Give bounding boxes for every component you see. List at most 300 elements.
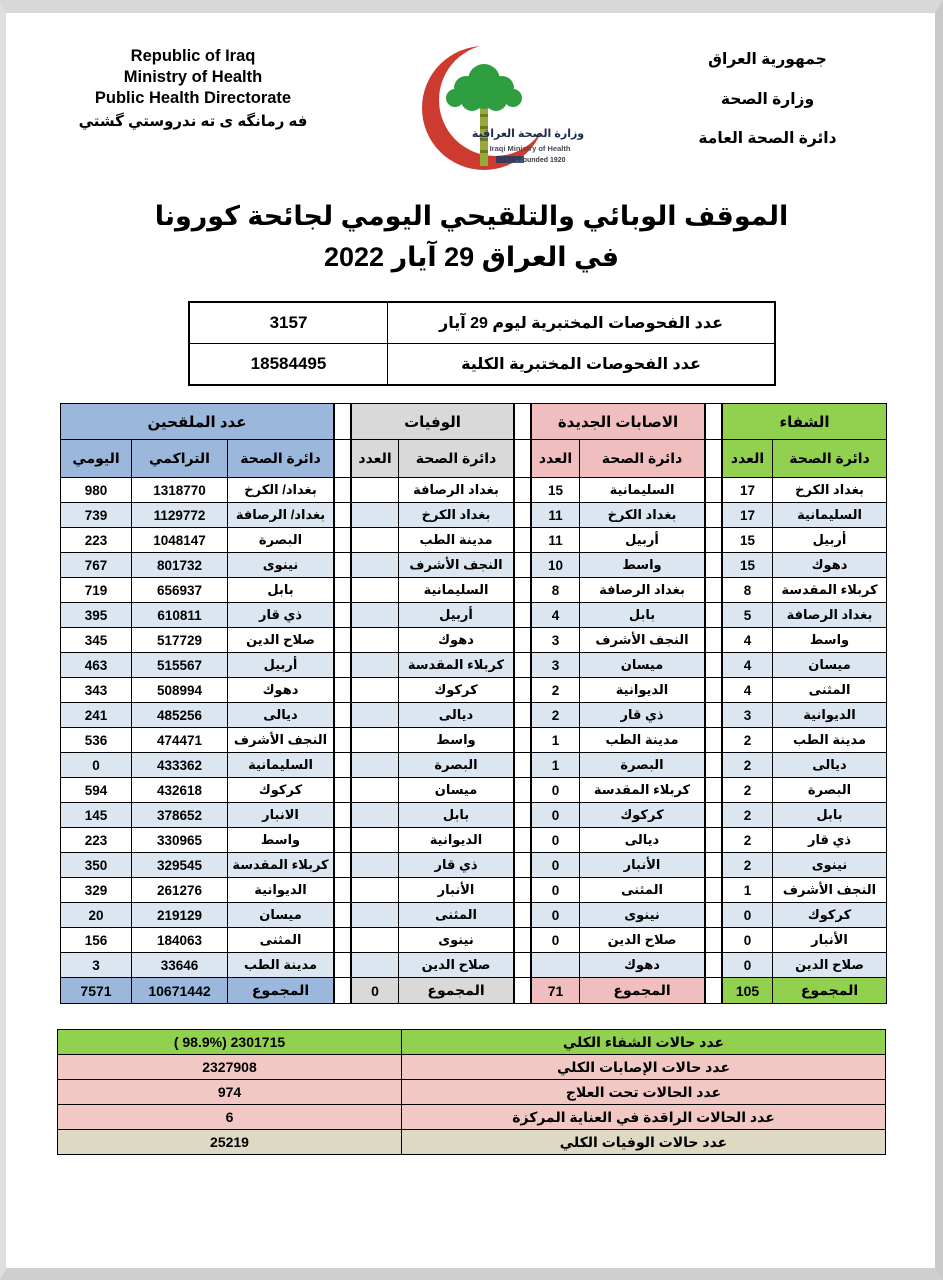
cell-directorate: ديالى	[228, 703, 333, 727]
cell-count: 11	[532, 503, 579, 527]
cell-directorate: بابل	[580, 603, 704, 627]
cell-directorate: السليمانية	[580, 478, 704, 502]
cell-daily: 463	[61, 653, 131, 677]
spacer-cell	[335, 778, 350, 802]
cell-directorate: نينوى	[228, 553, 333, 577]
spacer-cell	[706, 853, 721, 877]
header-english-line: Republic of Iraq	[130, 47, 256, 65]
cell-directorate: ذي قار	[580, 703, 704, 727]
cell-daily: 145	[61, 803, 131, 827]
spacer-cell	[515, 578, 530, 602]
spacer-cell	[706, 503, 721, 527]
spacer-cell	[335, 440, 350, 477]
spacer-cell	[335, 753, 350, 777]
cell-directorate: بغداد/ الرصافة	[228, 503, 333, 527]
cell-directorate: صلاح الدين	[228, 628, 333, 652]
cell-daily: 345	[61, 628, 131, 652]
summary-label-cell: عدد حالات الشفاء الكلي	[402, 1030, 885, 1054]
spacer-cell	[706, 778, 721, 802]
tests-value-cell: 18584495	[190, 344, 387, 384]
cell-directorate: ميسان	[773, 653, 886, 677]
cell-cumulative: 515567	[132, 653, 227, 677]
tests-value-cell: 3157	[190, 303, 387, 343]
cell-daily: 156	[61, 928, 131, 952]
spacer-cell	[515, 603, 530, 627]
cell-daily: 241	[61, 703, 131, 727]
spacer-cell	[335, 903, 350, 927]
cell-count	[352, 703, 398, 727]
spacer-cell	[515, 503, 530, 527]
cell-directorate: المثنى	[399, 903, 513, 927]
cell-directorate: بغداد الكرخ	[580, 503, 704, 527]
spacer-cell	[515, 928, 530, 952]
cell-directorate: النجف الأشرف	[228, 728, 333, 752]
section-recovered	[722, 403, 887, 1004]
summary-value-cell: ( 98.9%) 2301715	[58, 1030, 401, 1054]
cell-count	[352, 678, 398, 702]
cell-directorate: ميسان	[399, 778, 513, 802]
cell-count	[352, 578, 398, 602]
header	[0, 0, 943, 182]
cell-count: 2	[723, 753, 772, 777]
spacer-cell	[706, 478, 721, 502]
cell-cumulative: 329545	[132, 853, 227, 877]
cell-daily: 739	[61, 503, 131, 527]
spacer-cell	[335, 828, 350, 852]
spacer-cell	[335, 404, 350, 439]
cell-directorate: كربلاء المقدسة	[773, 578, 886, 602]
cell-directorate: المثنى	[773, 678, 886, 702]
cell-directorate: دهوك	[399, 628, 513, 652]
cell-count	[352, 778, 398, 802]
spacer-cell	[335, 928, 350, 952]
spacer-cell	[706, 753, 721, 777]
spacer-cell	[515, 878, 530, 902]
cell-count: 2	[723, 728, 772, 752]
cell-count: 1	[723, 878, 772, 902]
cell-directorate: بغداد الكرخ	[399, 503, 513, 527]
cell-count: 15	[723, 528, 772, 552]
cell-count: 0	[532, 928, 579, 952]
cell-directorate: بغداد الرصافة	[580, 578, 704, 602]
gap-column	[514, 403, 531, 1004]
column-header-directorate: دائرة الصحة	[580, 440, 704, 477]
cell-directorate: كركوك	[399, 678, 513, 702]
spacer-cell	[515, 653, 530, 677]
cell-directorate: دهوك	[228, 678, 333, 702]
cell-directorate: ديالى	[399, 703, 513, 727]
spacer-cell	[706, 653, 721, 677]
cell-daily: 343	[61, 678, 131, 702]
total-label: المجموع	[228, 978, 333, 1003]
section-title: الاصابات الجديدة	[532, 404, 704, 439]
cell-count: 1	[532, 753, 579, 777]
cell-daily: 223	[61, 528, 131, 552]
cell-cumulative: 219129	[132, 903, 227, 927]
cell-cumulative: 610811	[132, 603, 227, 627]
cell-directorate: كربلاء المقدسة	[580, 778, 704, 802]
spacer-cell	[335, 978, 350, 1003]
main-statistics-table	[60, 403, 884, 1004]
cell-count: 3	[532, 653, 579, 677]
spacer-cell	[706, 440, 721, 477]
cell-directorate: مدينة الطب	[228, 953, 333, 977]
cell-directorate: بابل	[399, 803, 513, 827]
cell-directorate: بابل	[773, 803, 886, 827]
cell-directorate: كركوك	[580, 803, 704, 827]
cell-daily: 536	[61, 728, 131, 752]
cell-directorate: صلاح الدين	[399, 953, 513, 977]
cell-cumulative: 656937	[132, 578, 227, 602]
cell-count	[352, 853, 398, 877]
spacer-cell	[335, 528, 350, 552]
cell-directorate: البصرة	[580, 753, 704, 777]
cell-count	[352, 953, 398, 977]
column-header-count: العدد	[723, 440, 772, 477]
cell-directorate: الأنبار	[580, 853, 704, 877]
header-arabic-line: وزارة الصحة	[720, 90, 815, 108]
cell-directorate: الأنبار	[399, 878, 513, 902]
logo-founded: Founded 1920	[517, 157, 566, 164]
spacer-cell	[515, 903, 530, 927]
cell-directorate: واسط	[773, 628, 886, 652]
spacer-cell	[706, 578, 721, 602]
cell-directorate: الديوانية	[580, 678, 704, 702]
spacer-cell	[515, 978, 530, 1003]
spacer-cell	[515, 778, 530, 802]
summary-table	[57, 1029, 886, 1155]
cell-directorate: كربلاء المقدسة	[228, 853, 333, 877]
cell-count	[352, 903, 398, 927]
summary-value-cell: 2327908	[58, 1055, 401, 1079]
cell-directorate: البصرة	[773, 778, 886, 802]
gap-column	[334, 403, 351, 1004]
ministry-header-english	[58, 46, 328, 132]
cell-count	[352, 553, 398, 577]
cell-directorate: دهوك	[580, 953, 704, 977]
cell-daily: 980	[61, 478, 131, 502]
cell-cumulative: 1318770	[132, 478, 227, 502]
spacer-cell	[706, 978, 721, 1003]
summary-value-cell: 6	[58, 1105, 401, 1129]
spacer-cell	[706, 528, 721, 552]
spacer-cell	[515, 803, 530, 827]
cell-count: 0	[532, 903, 579, 927]
cell-directorate: أربيل	[580, 528, 704, 552]
spacer-cell	[515, 528, 530, 552]
report-title-line2: في العراق 29 آيار 2022	[323, 241, 620, 272]
spacer-cell	[706, 878, 721, 902]
cell-directorate: ميسان	[228, 903, 333, 927]
cell-cumulative: 1129772	[132, 503, 227, 527]
cell-directorate: ذي قار	[773, 828, 886, 852]
spacer-cell	[335, 653, 350, 677]
cell-directorate: مدينة الطب	[580, 728, 704, 752]
cell-count	[352, 653, 398, 677]
cell-daily: 329	[61, 878, 131, 902]
cell-count: 2	[723, 803, 772, 827]
cell-count: 4	[723, 628, 772, 652]
cell-directorate: البصرة	[228, 528, 333, 552]
column-header-count: العدد	[352, 440, 398, 477]
spacer-cell	[335, 853, 350, 877]
cell-directorate: البصرة	[399, 753, 513, 777]
section-title: الوفيات	[352, 404, 513, 439]
section-deaths	[351, 403, 514, 1004]
cell-directorate: المثنى	[580, 878, 704, 902]
cell-count: 0	[723, 903, 772, 927]
spacer-cell	[335, 503, 350, 527]
cell-count: 4	[723, 678, 772, 702]
cell-daily: 350	[61, 853, 131, 877]
cell-cumulative: 184063	[132, 928, 227, 952]
cell-directorate: أربيل	[228, 653, 333, 677]
cell-directorate: أربيل	[773, 528, 886, 552]
spacer-cell	[706, 928, 721, 952]
column-header-daily: اليومي	[61, 440, 131, 477]
cell-directorate: واسط	[399, 728, 513, 752]
cell-count	[352, 753, 398, 777]
cell-count: 11	[532, 528, 579, 552]
cell-directorate: بابل	[228, 578, 333, 602]
section-title: الشفاء	[723, 404, 886, 439]
cell-count: 2	[532, 678, 579, 702]
cell-directorate: كركوك	[228, 778, 333, 802]
cell-count: 0	[723, 928, 772, 952]
spacer-cell	[335, 628, 350, 652]
cell-directorate: الديوانية	[228, 878, 333, 902]
summary-label-cell: عدد الحالات تحت العلاج	[402, 1080, 885, 1104]
spacer-cell	[706, 678, 721, 702]
cell-directorate: الديوانية	[399, 828, 513, 852]
column-header-directorate: دائرة الصحة	[773, 440, 886, 477]
total-label: المجموع	[580, 978, 704, 1003]
summary-label-cell: عدد الحالات الراقدة في العناية المركزة	[402, 1105, 885, 1129]
spacer-cell	[335, 803, 350, 827]
cell-cumulative: 378652	[132, 803, 227, 827]
spacer-cell	[335, 553, 350, 577]
report-title	[0, 196, 943, 277]
summary-label-cell: عدد حالات الإصابات الكلي	[402, 1055, 885, 1079]
cell-cumulative: 261276	[132, 878, 227, 902]
total-count: 0	[352, 978, 398, 1003]
spacer-cell	[515, 478, 530, 502]
spacer-cell	[335, 478, 350, 502]
cell-directorate: ديالى	[580, 828, 704, 852]
cell-directorate: مدينة الطب	[399, 528, 513, 552]
cell-count: 8	[532, 578, 579, 602]
cell-cumulative: 433362	[132, 753, 227, 777]
spacer-cell	[706, 953, 721, 977]
spacer-cell	[515, 628, 530, 652]
cell-count: 5	[723, 603, 772, 627]
cell-directorate: الانبار	[228, 803, 333, 827]
cell-count	[352, 803, 398, 827]
spacer-cell	[706, 628, 721, 652]
cell-count	[352, 528, 398, 552]
ministry-logo	[392, 34, 587, 182]
header-english-line: Ministry of Health	[123, 68, 263, 87]
cell-cumulative: 1048147	[132, 528, 227, 552]
cell-directorate: نينوى	[399, 928, 513, 952]
cell-count: 10	[532, 553, 579, 577]
spacer-cell	[335, 878, 350, 902]
cell-directorate: نينوى	[580, 903, 704, 927]
cell-directorate: السليمانية	[228, 753, 333, 777]
cell-count	[352, 928, 398, 952]
spacer-cell	[706, 903, 721, 927]
cell-directorate: المثنى	[228, 928, 333, 952]
summary-value-cell: 974	[58, 1080, 401, 1104]
cell-count: 2	[532, 703, 579, 727]
cell-cumulative: 330965	[132, 828, 227, 852]
spacer-cell	[335, 578, 350, 602]
spacer-cell	[515, 678, 530, 702]
cell-count: 0	[532, 853, 579, 877]
spacer-cell	[515, 553, 530, 577]
total-label: المجموع	[773, 978, 886, 1003]
cell-count	[352, 828, 398, 852]
cell-count: 17	[723, 503, 772, 527]
cell-count	[352, 628, 398, 652]
report-title-line1: الموقف الوبائي والتلقيحي اليومي لجائحة كورونا	[154, 201, 789, 231]
cell-directorate: السليمانية	[773, 503, 886, 527]
cell-directorate: أربيل	[399, 603, 513, 627]
cell-count: 4	[532, 603, 579, 627]
summary-label-cell: عدد حالات الوفيات الكلي	[402, 1130, 885, 1154]
section-vaccinated	[60, 403, 334, 1004]
cell-directorate: كربلاء المقدسة	[399, 653, 513, 677]
cell-directorate: كركوك	[773, 903, 886, 927]
cell-cumulative: 33646	[132, 953, 227, 977]
spacer-cell	[706, 703, 721, 727]
cell-directorate: صلاح الدين	[773, 953, 886, 977]
cell-count: 3	[532, 628, 579, 652]
cell-count	[532, 953, 579, 977]
cell-cumulative: 474471	[132, 728, 227, 752]
spacer-cell	[515, 728, 530, 752]
cell-daily: 3	[61, 953, 131, 977]
spacer-cell	[515, 703, 530, 727]
spacer-cell	[335, 603, 350, 627]
cell-directorate: بغداد الرصافة	[399, 478, 513, 502]
spacer-cell	[706, 728, 721, 752]
spacer-cell	[515, 753, 530, 777]
cell-daily: 594	[61, 778, 131, 802]
spacer-cell	[515, 828, 530, 852]
ministry-header-arabic	[650, 40, 885, 159]
cell-daily: 0	[61, 753, 131, 777]
cell-daily: 719	[61, 578, 131, 602]
spacer-cell	[515, 853, 530, 877]
cell-directorate: النجف الأشرف	[399, 553, 513, 577]
cell-count: 0	[532, 778, 579, 802]
cell-count: 17	[723, 478, 772, 502]
cell-count	[352, 878, 398, 902]
total-cumulative: 10671442	[132, 978, 227, 1003]
cell-directorate: واسط	[228, 828, 333, 852]
cell-directorate: النجف الأشرف	[773, 878, 886, 902]
cell-directorate: نينوى	[773, 853, 886, 877]
cell-count: 2	[723, 853, 772, 877]
cell-daily: 767	[61, 553, 131, 577]
spacer-cell	[706, 803, 721, 827]
cell-count: 2	[723, 828, 772, 852]
column-header-directorate: دائرة الصحة	[399, 440, 513, 477]
cell-directorate: مدينة الطب	[773, 728, 886, 752]
cell-count: 15	[532, 478, 579, 502]
cell-directorate: ميسان	[580, 653, 704, 677]
cell-directorate: الديوانية	[773, 703, 886, 727]
spacer-cell	[335, 728, 350, 752]
spacer-cell	[706, 553, 721, 577]
total-count: 71	[532, 978, 579, 1003]
total-label: المجموع	[399, 978, 513, 1003]
cell-directorate: ديالى	[773, 753, 886, 777]
cell-count	[352, 603, 398, 627]
tests-label-cell: عدد الفحوصات المختبرية ليوم 29 آيار	[388, 303, 774, 343]
cell-daily: 20	[61, 903, 131, 927]
cell-cumulative: 517729	[132, 628, 227, 652]
cell-cumulative: 801732	[132, 553, 227, 577]
cell-count: 2	[723, 778, 772, 802]
spacer-cell	[706, 828, 721, 852]
column-header-cumulative: التراكمي	[132, 440, 227, 477]
logo-arabic-name: وزارة الصحة العراقية	[471, 128, 584, 140]
cell-count	[352, 728, 398, 752]
cell-daily: 223	[61, 828, 131, 852]
cell-directorate: ذي قار	[228, 603, 333, 627]
lab-tests-table	[188, 301, 776, 386]
cell-cumulative: 508994	[132, 678, 227, 702]
cell-daily: 395	[61, 603, 131, 627]
ministry-logo-graphic	[392, 34, 587, 182]
header-arabic-line: جمهورية العراق	[708, 51, 827, 68]
cell-count: 15	[723, 553, 772, 577]
spacer-cell	[335, 953, 350, 977]
spacer-cell	[515, 404, 530, 439]
section-new-infections	[531, 403, 705, 1004]
header-english-line: Public Health Directorate	[94, 89, 292, 108]
cell-count: 1	[532, 728, 579, 752]
gap-column	[705, 403, 722, 1004]
cell-directorate: ذي قار	[399, 853, 513, 877]
logo-english-name: Iraqi Ministry of Health	[489, 144, 570, 153]
header-kurdish-line: فه رمانگه ى ته ندروستي گشتي	[78, 113, 308, 131]
cell-directorate: بغداد الكرخ	[773, 478, 886, 502]
cell-directorate: الأنبار	[773, 928, 886, 952]
tests-label-cell: عدد الفحوصات المختبرية الكلية	[388, 344, 774, 384]
summary-value-cell: 25219	[58, 1130, 401, 1154]
cell-count: 0	[723, 953, 772, 977]
spacer-cell	[515, 953, 530, 977]
cell-directorate: النجف الأشرف	[580, 628, 704, 652]
cell-count	[352, 503, 398, 527]
cell-cumulative: 432618	[132, 778, 227, 802]
cell-count: 8	[723, 578, 772, 602]
spacer-cell	[335, 678, 350, 702]
section-title: عدد الملقحين	[61, 404, 333, 439]
total-daily: 7571	[61, 978, 131, 1003]
cell-count: 0	[532, 828, 579, 852]
cell-directorate: السليمانية	[399, 578, 513, 602]
cell-count: 0	[532, 878, 579, 902]
column-header-directorate: دائرة الصحة	[228, 440, 333, 477]
cell-directorate: بغداد/ الكرخ	[228, 478, 333, 502]
spacer-cell	[335, 703, 350, 727]
cell-count: 4	[723, 653, 772, 677]
spacer-cell	[515, 440, 530, 477]
